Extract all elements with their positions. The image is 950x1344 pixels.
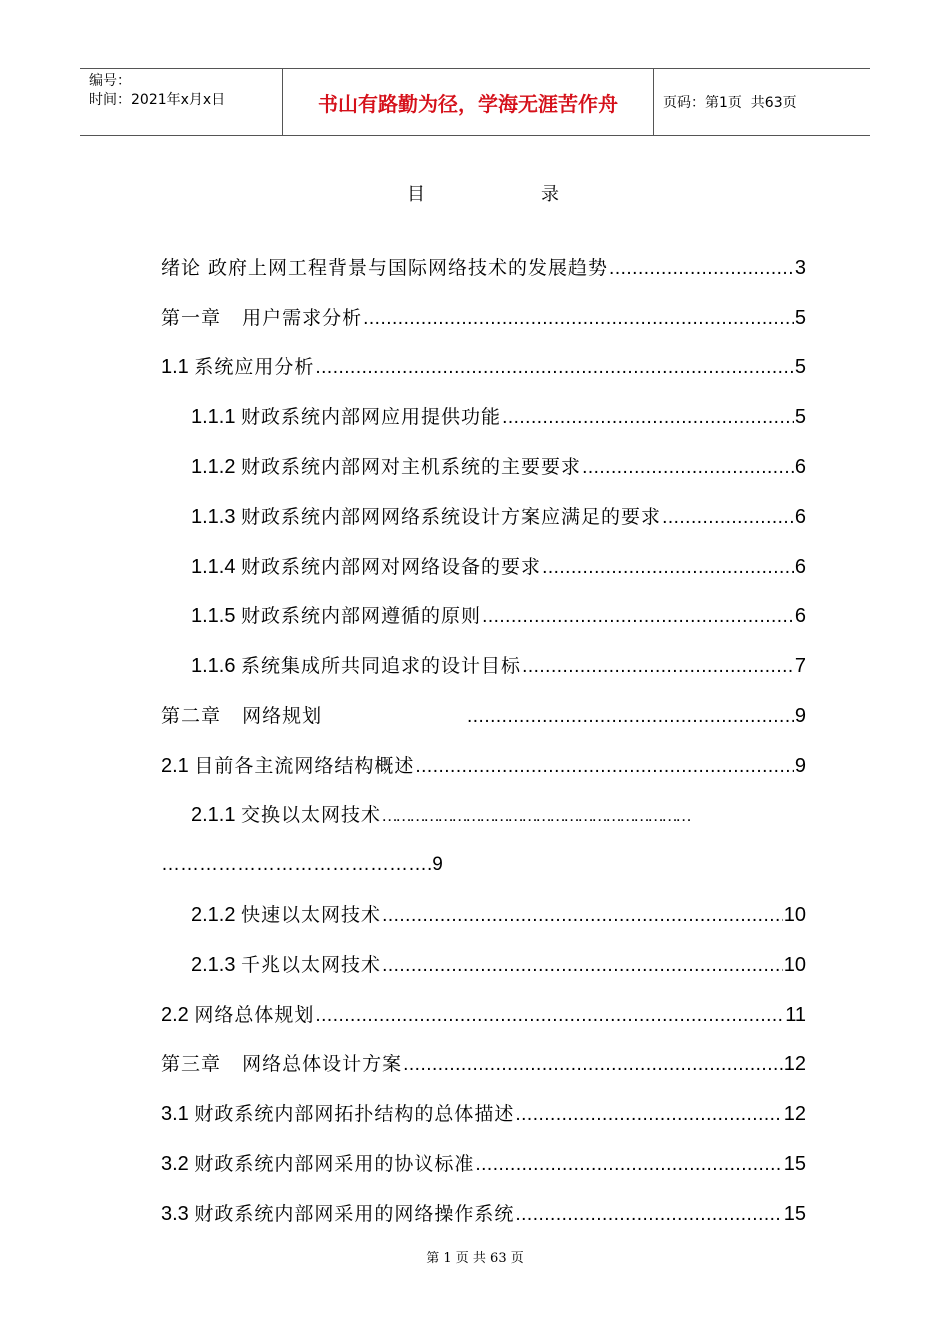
toc-entry[interactable] (161, 303, 806, 333)
toc-entry-number: 1.1 (161, 356, 195, 378)
toc-entry[interactable] (161, 751, 806, 781)
toc-entry[interactable] (161, 1099, 806, 1129)
toc-entry-label: 交换以太网技术 (241, 804, 382, 826)
toc-entry[interactable] (191, 950, 806, 980)
toc-entry-page: 12 (783, 1053, 806, 1075)
toc-entry-page: 7 (794, 655, 806, 677)
toc-title-char-2: 录 (541, 184, 559, 205)
toc-entry[interactable] (191, 452, 806, 482)
toc-entry[interactable] (161, 1000, 806, 1030)
toc-entry[interactable] (161, 253, 806, 283)
toc-entry-page: 12 (783, 1103, 806, 1125)
toc-leader (382, 901, 783, 931)
header-meta (80, 69, 283, 135)
toc-entry-label: 财政系统内部网采用的网络操作系统 (194, 1203, 515, 1225)
toc-leader (467, 702, 794, 732)
toc-entry-number: 3.1 (161, 1103, 195, 1125)
toc-entry-label: 系统应用分析 (194, 356, 315, 378)
toc-entry-page: 11 (785, 1004, 806, 1026)
toc-leader (542, 553, 794, 583)
toc-entry-number: 1.1.2 (191, 456, 242, 478)
toc-entry-label: 目前各主流网络结构概述 (194, 755, 415, 777)
toc-title-char-1: 目 (407, 184, 425, 205)
header-motto: 书山有路勤为径，学海无涯苦作舟 (283, 69, 654, 135)
toc-leader (363, 304, 794, 334)
toc-entry-page: 10 (783, 904, 806, 926)
toc-entry-leader-text: ………………………………………………………… (381, 806, 690, 825)
toc-entry-number: 2.1.2 (191, 904, 242, 926)
time-label: 时间：2021年x月x日 (89, 92, 226, 108)
toc-entry-page: 6 (794, 605, 806, 627)
toc-entry-continuation: …………………………………….9 (161, 854, 443, 875)
toc-leader (515, 1200, 782, 1230)
toc-entry-label: 第一章 用户需求分析 (161, 307, 363, 329)
toc-entry-page: 6 (794, 456, 806, 478)
toc-leader (662, 503, 794, 533)
toc-leader (522, 652, 794, 682)
toc-entry-label: 快速以太网技术 (241, 904, 382, 926)
toc-entry[interactable] (191, 552, 806, 582)
toc-leader (515, 1100, 782, 1130)
toc-entry-label: 网络总体规划 (194, 1004, 315, 1026)
toc-leader (582, 453, 794, 483)
toc-entry-page: 15 (783, 1203, 806, 1225)
toc-leader (382, 951, 783, 981)
header-page-info (653, 69, 870, 135)
toc-leader (502, 403, 794, 433)
toc-entry-number: 1.1.4 (191, 556, 242, 578)
toc-entry-page: 15 (783, 1153, 806, 1175)
toc-entry-number: 2.1.1 (191, 804, 242, 826)
toc-entry-page: 5 (794, 406, 806, 428)
toc-entry[interactable] (191, 900, 806, 930)
toc-entry-page: 10 (783, 954, 806, 976)
toc-entry[interactable] (161, 352, 806, 382)
toc-entry-page: 6 (794, 556, 806, 578)
toc-entry-label: 第三章 网络总体设计方案 (161, 1053, 403, 1075)
toc-entry-label: 财政系统内部网遵循的原则 (241, 605, 482, 627)
toc-entry-number: 1.1.5 (191, 605, 242, 627)
toc-entry-page: 9 (794, 705, 806, 727)
number-label: 编号： (89, 73, 131, 89)
toc-entry[interactable] (191, 800, 806, 830)
toc-entry[interactable] (161, 701, 806, 731)
toc-entry-number: 1.1.6 (191, 655, 242, 677)
toc-entry-label: 财政系统内部网对主机系统的主要要求 (241, 456, 582, 478)
toc-entry-label: 财政系统内部网拓扑结构的总体描述 (194, 1103, 515, 1125)
toc-entry-label: 财政系统内部网采用的协议标准 (194, 1153, 475, 1175)
toc-leader (315, 1001, 784, 1031)
toc-entry-label: 系统集成所共同追求的设计目标 (241, 655, 522, 677)
toc-entry-number: 3.2 (161, 1153, 195, 1175)
toc-entry[interactable] (191, 651, 806, 681)
toc-leader (609, 254, 794, 284)
toc-leader (403, 1050, 783, 1080)
page-info-text: 页码：第1页 共63页 (663, 95, 797, 111)
toc-leader (482, 602, 794, 632)
toc-entry[interactable] (161, 1149, 806, 1179)
toc-entry-number: 2.2 (161, 1004, 195, 1026)
toc-entry-number: 2.1 (161, 755, 195, 777)
toc-entry-number: 3.3 (161, 1203, 195, 1225)
toc-entry-page: 3 (794, 257, 806, 279)
document-header (80, 68, 870, 136)
toc-leader (315, 353, 794, 383)
toc-entry-label: 财政系统内部网对网络设备的要求 (241, 556, 542, 578)
page-footer: 第 1 页 共 63 页 (426, 1251, 524, 1266)
toc-entry-page: 9 (794, 755, 806, 777)
toc-entry-label: 财政系统内部网网络系统设计方案应满足的要求 (241, 506, 662, 528)
toc-entry-page: 5 (794, 307, 806, 329)
toc-leader (475, 1150, 782, 1180)
toc-entry-page: 5 (794, 356, 806, 378)
toc-entry-page: 6 (794, 506, 806, 528)
toc-leader (415, 752, 794, 782)
toc-entry-label: 第二章 网络规划 (161, 705, 323, 727)
toc-entry-number: 2.1.3 (191, 954, 242, 976)
toc-entry-label: 财政系统内部网应用提供功能 (241, 406, 502, 428)
toc-entry[interactable] (191, 502, 806, 532)
toc-entry[interactable] (161, 1199, 806, 1229)
toc-entry-number: 1.1.3 (191, 506, 242, 528)
toc-entry-number: 1.1.1 (191, 406, 242, 428)
toc-entry[interactable] (191, 402, 806, 432)
toc-entry[interactable] (161, 1049, 806, 1079)
toc-entry[interactable] (191, 601, 806, 631)
toc-entry-label: 千兆以太网技术 (241, 954, 382, 976)
toc-entry-label: 绪论 政府上网工程背景与国际网络技术的发展趋势 (161, 257, 609, 279)
